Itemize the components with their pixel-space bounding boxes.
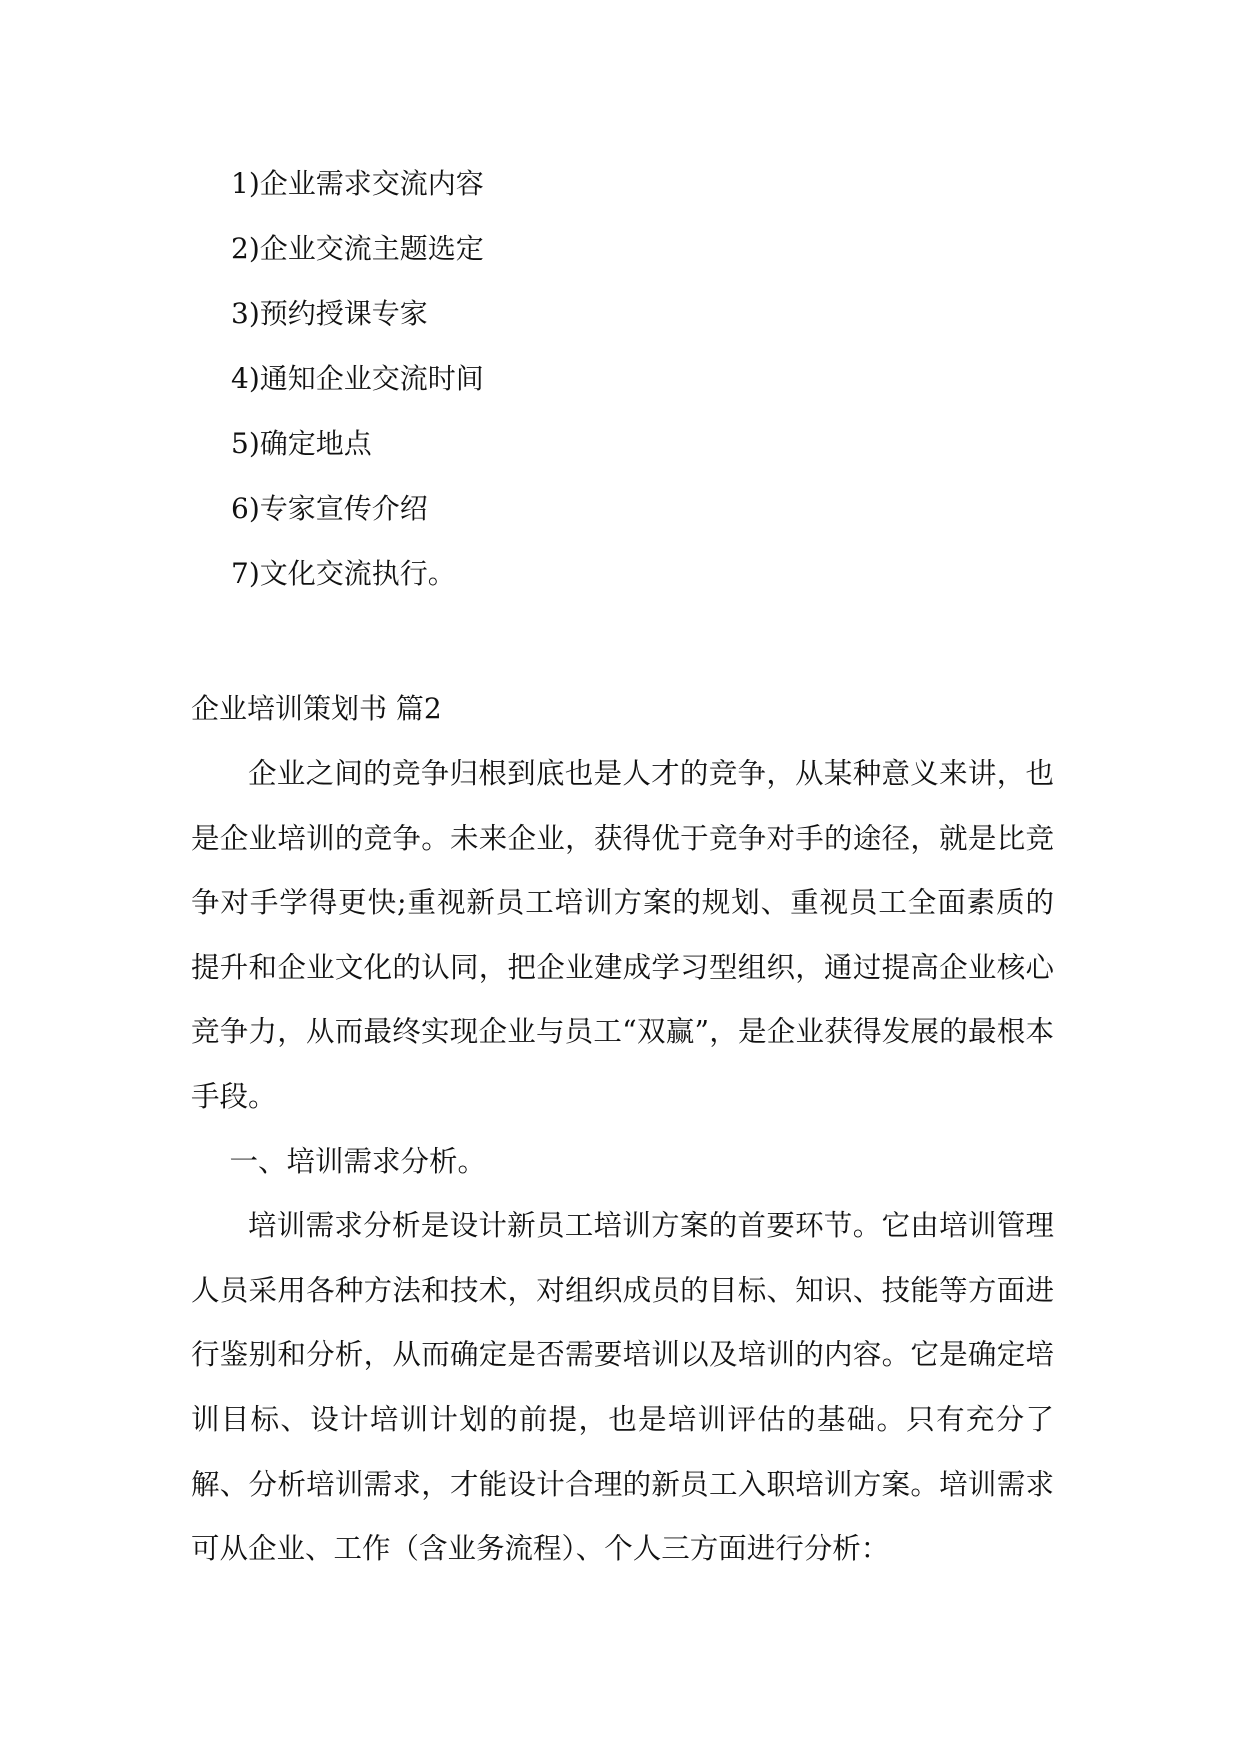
list-item: 5)确定地点 [231,427,372,460]
list-item: 3)预约授课专家 [231,297,428,330]
list-item: 4)通知企业交流时间 [231,362,484,395]
process-step-list [231,157,484,612]
list-item: 7)文化交流执行。 [231,557,456,590]
paragraph-intro: 企业之间的竞争归根到底也是人才的竞争，从某种意义来讲，也是企业培训的竞争。未来企业，获得优于竞争对手的途径，就是比竞争对手学得更快;重视新员工培训方案的规划、重视员工全面素质的提升和企业文化的认同，把企业建成学习型组织，通过提高企业核心竞争力，从而最终实现企业与员工“双赢”，是企业获得发展的最根本手段。 [191,757,1054,1113]
document-body [191,742,1054,1582]
list-item: 1)企业需求交流内容 [231,167,484,200]
section-heading: 一、培训需求分析。 [229,1144,486,1178]
list-item: 6)专家宣传介绍 [231,492,428,525]
list-item: 2)企业交流主题选定 [231,232,484,265]
paragraph-needs-analysis: 培训需求分析是设计新员工培训方案的首要环节。它由培训管理人员采用各种方法和技术，对组织成员的目标、知识、技能等方面进行鉴别和分析，从而确定是否需要培训以及培训的内容。它是确定培训目标、设计培训计划的前提，也是培训评估的基础。只有充分了解、分析培训需求，才能设计合理的新员工入职培训方案。培训需求可从企业、工作（含业务流程）、个人三方面进行分析： [191,1209,1054,1566]
section-title: 企业培训策划书 篇2 [191,692,442,725]
